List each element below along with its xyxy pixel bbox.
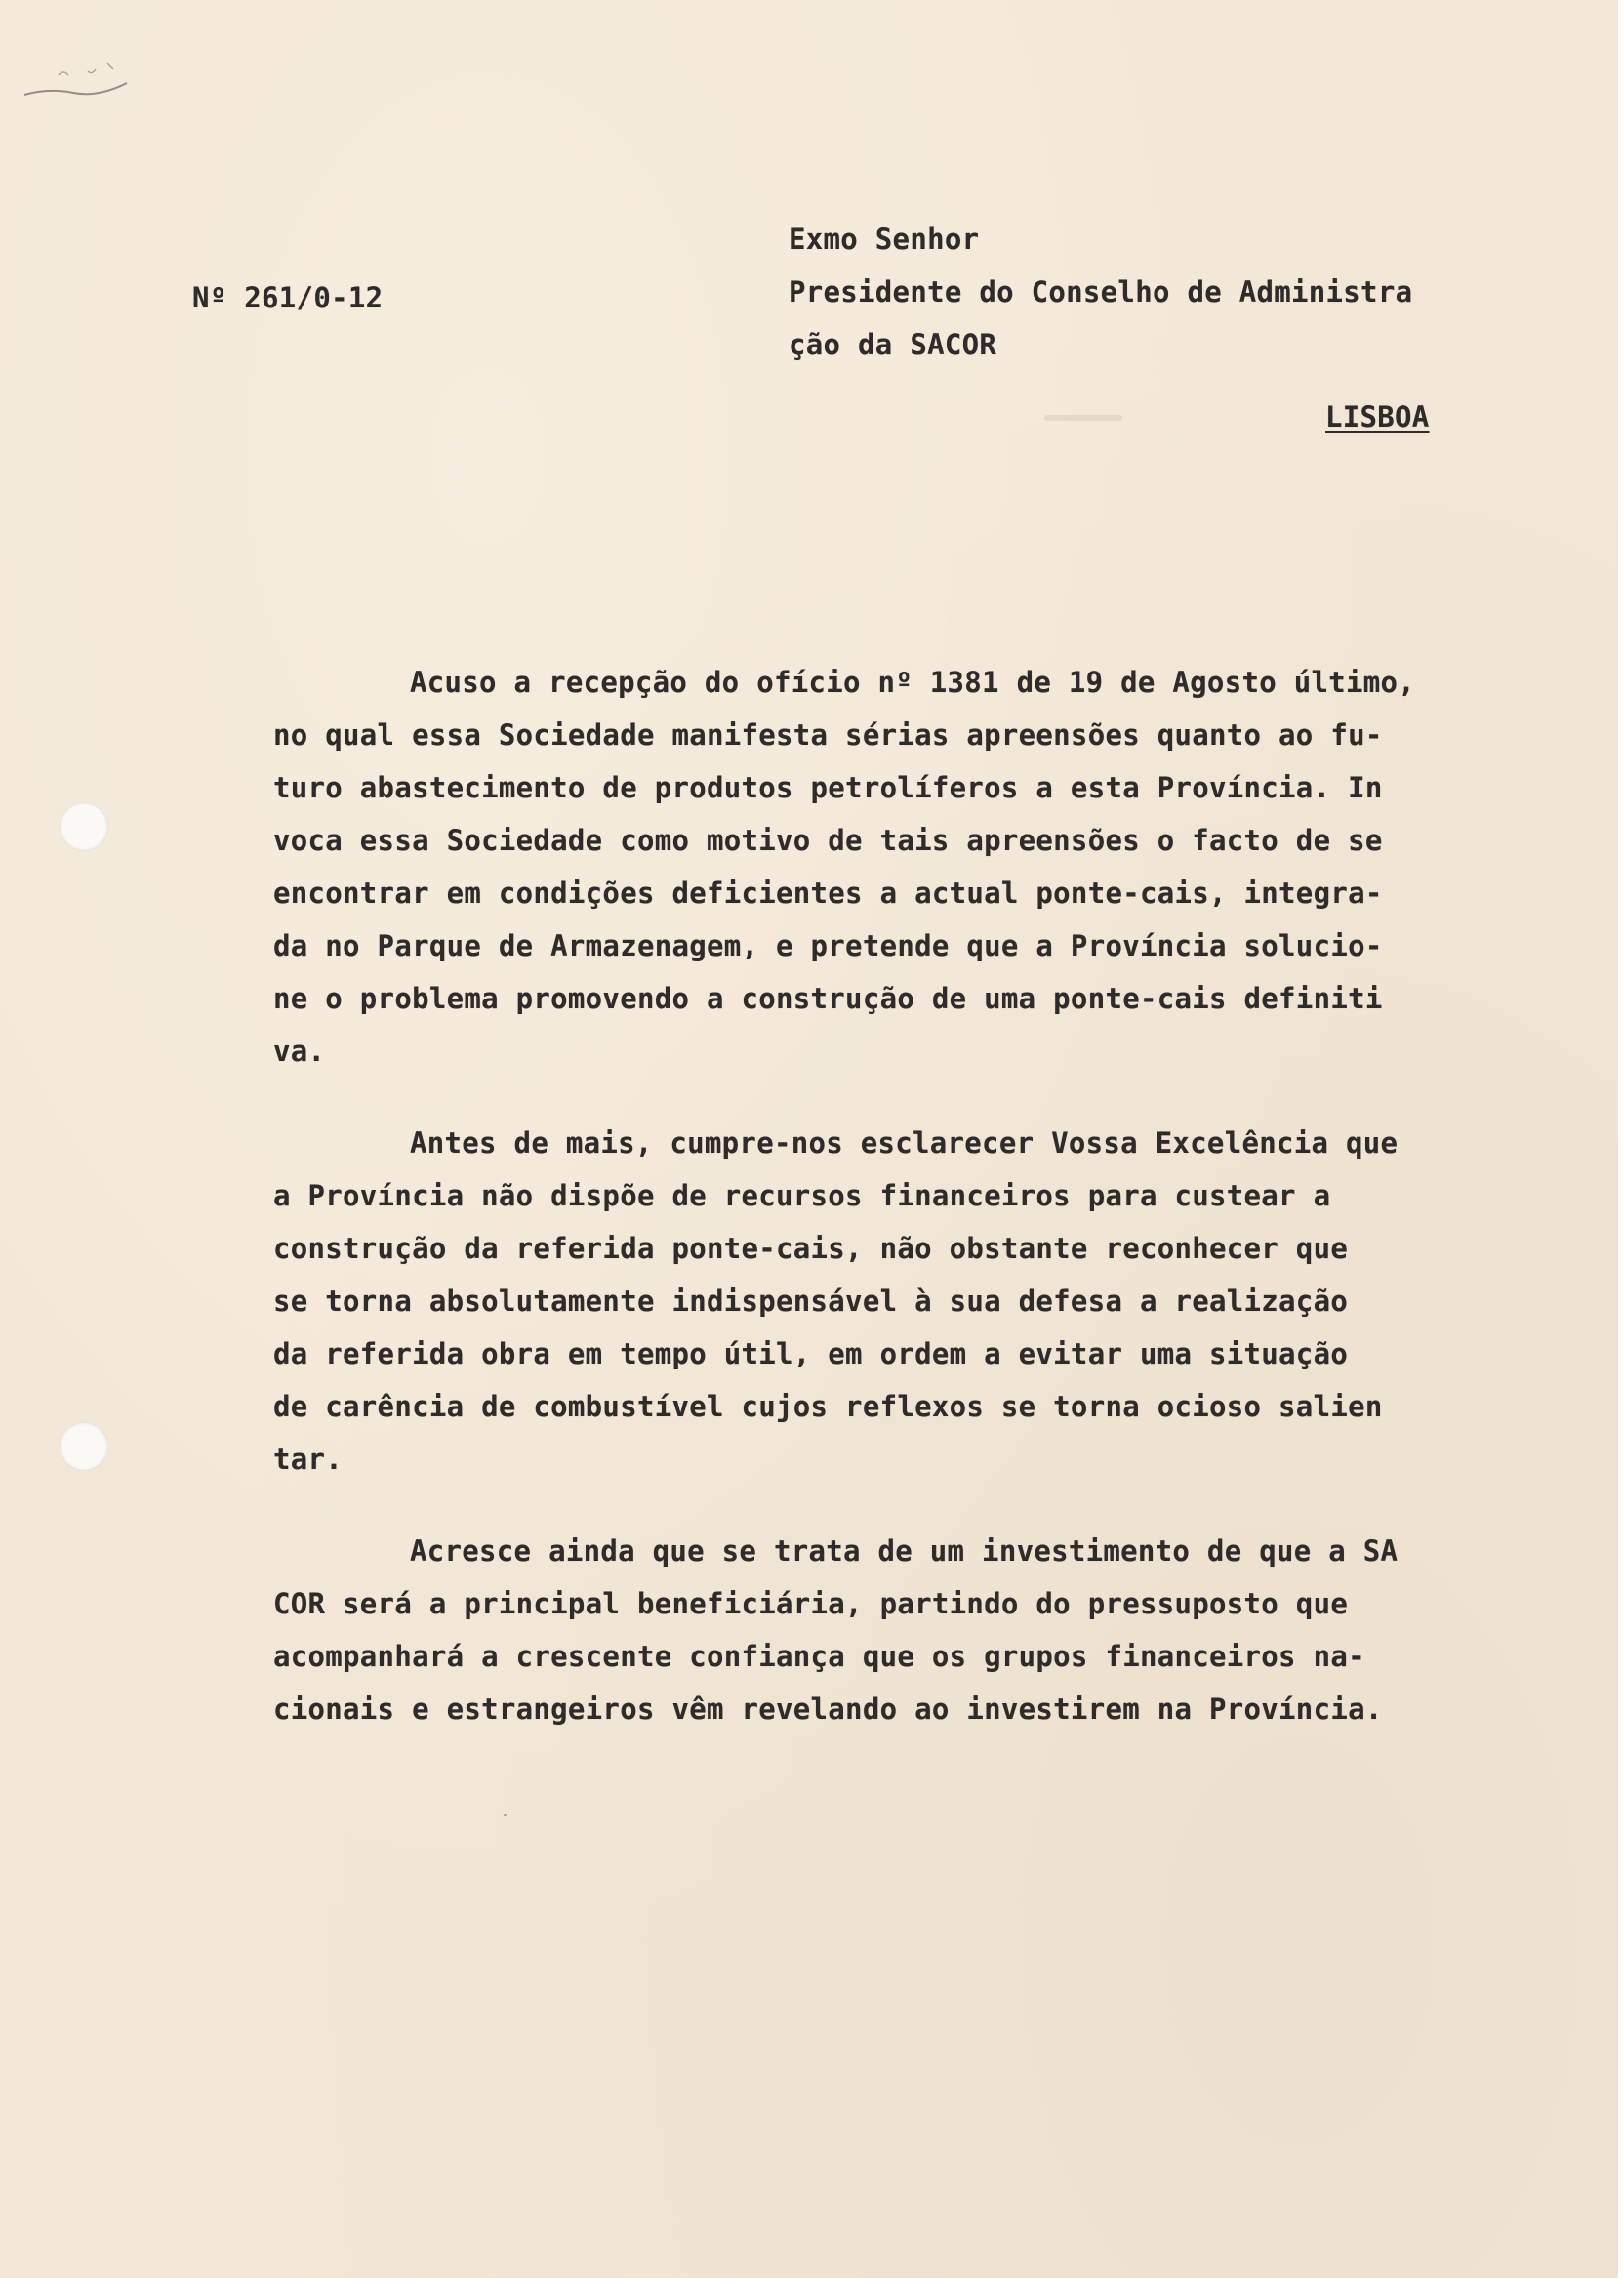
paragraph-line: COR será a principal beneficiária, partindo do pressuposto que — [273, 1587, 1349, 1620]
paragraph-line: cionais e estrangeiros vêm revelando ao investirem na Província. — [273, 1693, 1383, 1726]
paragraph-line: se torna absolutamente indispensável à sua defesa a realização — [273, 1285, 1349, 1318]
addressee-block — [789, 213, 1412, 371]
letter-body — [273, 656, 1513, 1774]
addressee-salutation: Exmo Senhor — [789, 223, 980, 256]
paragraph-line: Antes de mais, cumpre-nos esclarecer Vossa Excelência que — [410, 1126, 1399, 1160]
ink-dot — [504, 1814, 507, 1816]
addressee-city: LISBOA — [1325, 400, 1430, 433]
paragraph-line: Acuso a recepção do ofício nº 1381 de 19 de Agosto último, — [410, 666, 1416, 699]
addressee-organization: ção da SACOR — [789, 328, 997, 361]
paragraph-line: no qual essa Sociedade manifesta sérias apreensões quanto ao fu- — [273, 718, 1383, 752]
paragraph-line: da referida obra em tempo útil, em ordem a evitar uma situação — [273, 1337, 1349, 1370]
paragraph-line: ne o problema promovendo a construção de uma ponte-cais definiti — [273, 982, 1383, 1015]
paragraph-line: va. — [273, 1035, 326, 1068]
paragraph-line: a Província não dispõe de recursos financeiros para custear a — [273, 1179, 1331, 1212]
reference-number: Nº 261/0-12 — [192, 281, 384, 314]
paragraph-line: encontrar em condições deficientes a actual ponte-cais, integra- — [273, 877, 1383, 910]
paragraph-line: da no Parque de Armazenagem, e pretende que a Província solucio- — [273, 929, 1383, 962]
paragraph-line: Acresce ainda que se trata de um investimento de que a SA — [410, 1534, 1399, 1568]
paragraph-line: tar. — [273, 1443, 344, 1476]
paragraph-line: turo abastecimento de produtos petrolíferos a esta Província. In — [273, 771, 1383, 804]
paragraph-3 — [273, 1525, 1513, 1735]
smudge-mark — [1044, 415, 1122, 421]
torn-corner-mark — [20, 54, 137, 112]
paragraph-line: de carência de combustível cujos reflexos se torna ocioso salien — [273, 1390, 1383, 1423]
paragraph-1 — [273, 656, 1513, 1078]
paragraph-line: voca essa Sociedade como motivo de tais apreensões o facto de se — [273, 824, 1383, 857]
paragraph-line: construção da referida ponte-cais, não obstante reconhecer que — [273, 1232, 1349, 1265]
punch-hole-bottom — [60, 1422, 108, 1471]
paragraph-2 — [273, 1117, 1513, 1486]
punch-hole-top — [60, 802, 108, 851]
paragraph-line: acompanhará a crescente confiança que os grupos financeiros na- — [273, 1640, 1365, 1673]
addressee-title: Presidente do Conselho de Administra — [789, 275, 1413, 308]
